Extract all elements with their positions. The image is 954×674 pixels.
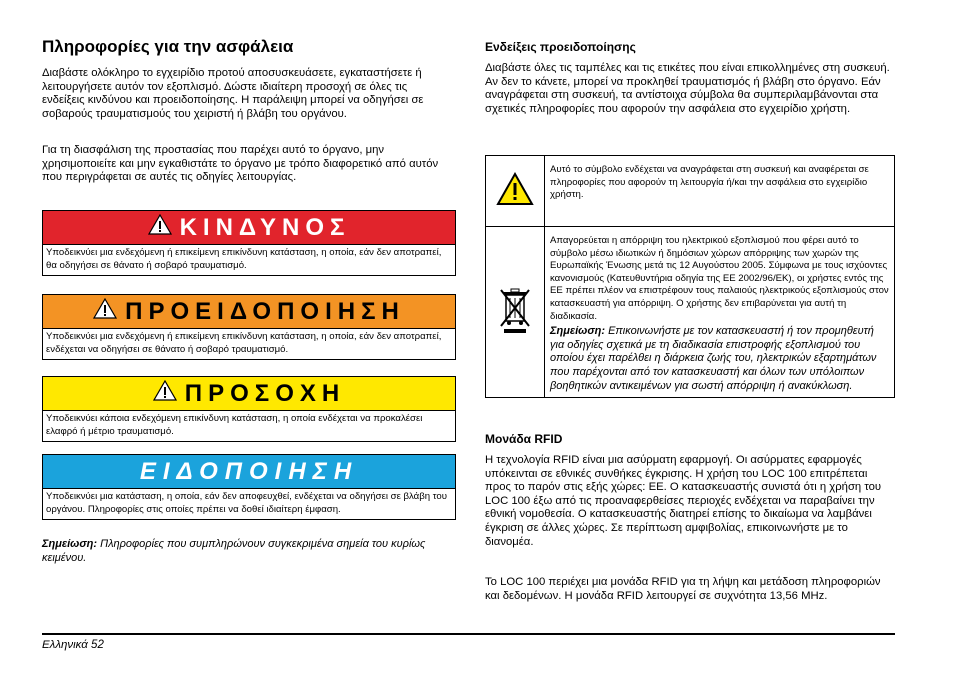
danger-text: Υποδεικνύει μια ενδεχόμενη ή επικείμενη επικίνδυνη κατάσταση, η οποία, εάν δεν αποτραπεί, θα οδηγήσει σε θάνατο ή σοβαρό τραυματισμό. [43,244,455,275]
warning-box [42,294,456,360]
table-row [486,156,895,227]
note-label: Σημείωση: [550,325,606,338]
table-row [486,227,895,398]
intro-paragraph: Διαβάστε ολόκληρο το εγχειρίδιο προτού αποσυσκευάσετε, εγκαταστήσετε ή λειτουργήσετε αυτόν τον εξοπλισμό. Δώστε ιδιαίτερη προσοχή σε όλες τις ενδείξεις κινδύνου και προειδοποίησης. Η παράλειψη μπορεί να οδηγήσει σε σοβαρούς τραυματισμούς του χειριστή ή βλάβη του οργάνου. [42,67,424,120]
page-title: Πληροφορίες για την ασφάλεια [42,37,294,56]
caution-header [43,377,455,410]
notice-text: Υποδεικνύει μια κατάσταση, η οποία, εάν δεν αποφευχθεί, ενδέχεται να οδηγήσει σε βλάβη του οργάνου. Πληροφορίες στις οποίες πρέπει να δοθεί ιδιαίτερη έμφαση. [43,488,455,519]
footer-divider [42,633,895,635]
note-text: Επικοινωνήστε με τον κατασκευαστή ή τον προμηθευτή για οδηγίες σχετικά με τη διαδικασία επιστροφής εξοπλισμού του οποίου έχει παρέλθει η διάρκεια ζωής του, ηλεκτρικών εξαρτημάτων που παρέχονται από τον κατασκευαστή και όλων των υπόλοιπων βοηθητικών αντικειμένων για σωστή απόρριψη ή ανακύκλωση. [550,325,877,392]
rfid-paragraph: Η τεχνολογία RFID είναι μια ασύρματη εφαρμογή. Οι ασύρματες εφαρμογές υπόκεινται σε εθνικές συνθήκες έγκρισης. Η χρήση του LOC 100 επιτρέπεται προς το παρόν στις εξής χώρες: ΕΕ. Ο κατασκευαστής συνιστά ότι η χρήση του LOC 100 έξω από τις προαναφερθείσες περιοχές ενδέχεται να παραβαίνει την εθνική νομοθεσία. Ο κατασκευαστής διατηρεί επίσης το δικαίωμα να λαμβάνει έγκριση σε άλλες χώρες. Σε περίπτωση αμφιβολίας, επικοινωνήστε με το διανομέα. [485,454,882,548]
precautionary-labels-heading: Ενδείξεις προειδοποίησης [485,40,636,54]
note-paragraph [42,538,456,565]
warning-triangle-icon [148,214,172,242]
notice-label: ΕΙΔΟΠΟΙΗΣΗ [139,457,359,485]
notice-box [42,454,456,520]
symbol-description: Απαγορεύεται η απόρριψη του ηλεκτρικού εξοπλισμού που φέρει αυτό το σύμβολο μέσω ιδιωτικών ή δημόσιων χώρων απόρριψης των χωρών της Ευρωπαϊκής Ένωσης μετά τις 12 Αυγούστου 2005. Σύμφωνα με τους ισχύοντες κανονισμούς (Κατευθυντήρια οδηγία της ΕΕ 2002/96/ΕΚ), οι χρήστες εντός της ΕΕ πρέπει πλέον να επιστρέφουν τους παλαιούς ηλεκτρικούς εξοπλισμούς στον κατασκευαστή για απόρριψη. Ο χρήστης δεν επιβαρύνεται για αυτή τη διαδικασία. [550,235,889,322]
symbol-note [550,325,889,393]
warning-triangle-icon [153,380,177,408]
labels-paragraph: Διαβάστε όλες τις ταμπέλες και τις ετικέτες που είναι επικολλημένες στη συσκευή. Αν δεν το κάνετε, μπορεί να προκληθεί τραυματισμός ή βλάβη στο όργανο. Εάν αναγράφεται στη συσκευή, τα αντίστοιχα σύμβολα θα συμπεριλαμβάνονται στα σχετικές πληροφορίες που αφορούν την ασφάλεια στο εγχειρίδιο χρήστη. [485,62,890,115]
caution-label: ΠΡΟΣΟΧΗ [184,379,346,407]
warning-label: ΠΡΟΕΙΔΟΠΟΙΗΣΗ [125,297,405,325]
caution-text: Υποδεικνύει κάποια ενδεχόμενη επικίνδυνη κατάσταση, η οποία ενδέχεται να προκαλέσει ελαφρό ή μέτριο τραυματισμό. [43,410,455,441]
symbols-table [485,155,895,398]
rfid-frequency-paragraph: Το LOC 100 περιέχει μια μονάδα RFID για τη λήψη και μετάδοση πληροφοριών και δεδομένων. Η μονάδα RFID λειτουργεί σε συχνότητα 13,56 MHz. [485,576,881,602]
warning-text: Υποδεικνύει μια ενδεχόμενη ή επικείμενη επικίνδυνη κατάσταση, η οποία, εάν δεν αποτραπεί, ενδέχεται να οδηγήσει σε θάνατο ή σοβαρό τραυματισμό. [43,328,455,359]
protection-paragraph: Για τη διασφάλιση της προστασίας που παρέχει αυτό το όργανο, μην χρησιμοποιείτε και μην εγκαθιστάτε το όργανο με τρόπο διαφορετικό από αυτόν που περιγράφεται σε αυτές τις οδηγίες λειτουργίας. [42,144,439,184]
danger-box [42,210,456,276]
crossed-bin-icon [496,322,534,339]
danger-label: ΚΙΝΔΥΝΟΣ [179,213,351,241]
note-label: Σημείωση: [42,538,98,550]
note-text: Πληροφορίες που συμπληρώνουν συγκεκριμένα σημεία του κυρίως κειμένου. [42,538,426,564]
rfid-heading: Μονάδα RFID [485,432,563,446]
danger-header [43,211,455,244]
caution-box [42,376,456,442]
symbol-description: Αυτό το σύμβολο ενδέχεται να αναγράφεται στη συσκευή και αναφέρεται σε πληροφορίες που αφορούν τη λειτουργία ή/και την ασφάλεια στο εγχειρίδιο χρήστη. [545,156,895,227]
warning-triangle-icon [496,193,534,210]
notice-header [43,455,455,488]
page-footer: Ελληνικά 52 [42,639,104,651]
warning-header [43,295,455,328]
warning-triangle-icon [93,298,117,326]
